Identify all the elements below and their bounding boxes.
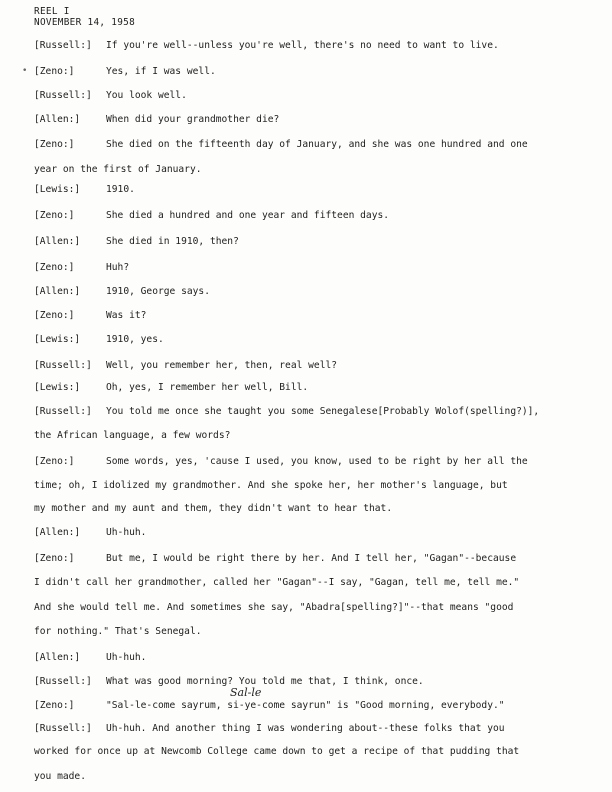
utterance-text: 1910, George says. bbox=[106, 286, 210, 297]
speaker-label: [Zeno:] bbox=[34, 456, 75, 467]
speaker-label: [Allen:] bbox=[34, 236, 81, 247]
speaker-label: [Russell:] bbox=[34, 360, 92, 371]
speaker-label: [Allen:] bbox=[34, 114, 81, 125]
speaker-label: [Russell:] bbox=[34, 90, 92, 101]
utterance-text: "Sal-le-come sayrum, si-ye-come sayrun" is "Good morning, everybody." bbox=[106, 700, 505, 711]
utterance-text: She died in 1910, then? bbox=[106, 236, 239, 247]
margin-mark: • bbox=[22, 66, 28, 76]
speaker-label: [Lewis:] bbox=[34, 334, 81, 345]
utterance-text: Yes, if I was well. bbox=[106, 66, 216, 77]
utterance-text: Uh-huh. bbox=[106, 652, 147, 663]
speaker-label: [Russell:] bbox=[34, 676, 92, 687]
continuation-text: I didn't call her grandmother, called her "Gagan"--I say, "Gagan, tell me, tell me." bbox=[34, 577, 520, 588]
utterance-text: You look well. bbox=[106, 90, 187, 101]
utterance-text: Well, you remember her, then, real well? bbox=[106, 360, 338, 371]
utterance-text: She died on the fifteenth day of January, and she was one hundred and one bbox=[106, 139, 528, 150]
speaker-label: [Zeno:] bbox=[34, 210, 75, 221]
utterance-text: If you're well--unless you're well, there's no need to want to live. bbox=[106, 40, 499, 51]
utterance-text: But me, I would be right there by her. And I tell her, "Gagan"--because bbox=[106, 553, 517, 564]
speaker-label: [Russell:] bbox=[34, 406, 92, 417]
continuation-text: you made. bbox=[34, 771, 86, 782]
speaker-label: [Zeno:] bbox=[34, 262, 75, 273]
utterance-text: You told me once she taught you some Senegalese[Probably Wolof(spelling?)], bbox=[106, 406, 540, 417]
utterance-text: Huh? bbox=[106, 262, 130, 273]
continuation-text: for nothing." That's Senegal. bbox=[34, 626, 202, 637]
speaker-label: [Lewis:] bbox=[34, 382, 81, 393]
utterance-text: What was good morning? You told me that, I think, once. bbox=[106, 676, 424, 687]
speaker-label: [Lewis:] bbox=[34, 184, 81, 195]
continuation-text: time; oh, I idolized my grandmother. And she spoke her, her mother's language, but bbox=[34, 480, 508, 491]
utterance-text: Some words, yes, 'cause I used, you know, used to be right by her all the bbox=[106, 456, 528, 467]
speaker-label: [Zeno:] bbox=[34, 700, 75, 711]
handwritten-annotation: Sal-le bbox=[230, 686, 262, 699]
speaker-label: [Zeno:] bbox=[34, 139, 75, 150]
utterance-text: Uh-huh. bbox=[106, 527, 147, 538]
speaker-label: [Russell:] bbox=[34, 723, 92, 734]
continuation-text: my mother and my aunt and them, they didn't want to hear that. bbox=[34, 503, 393, 514]
speaker-label: [Allen:] bbox=[34, 652, 81, 663]
utterance-text: She died a hundred and one year and fifteen days. bbox=[106, 210, 390, 221]
speaker-label: [Zeno:] bbox=[34, 310, 75, 321]
continuation-text: worked for once up at Newcomb College came down to get a recipe of that pudding that bbox=[34, 746, 520, 757]
speaker-label: [Russell:] bbox=[34, 40, 92, 51]
utterance-text: 1910. bbox=[106, 184, 135, 195]
continuation-text: And she would tell me. And sometimes she say, "Abadra[spelling?]"--that means "good bbox=[34, 602, 514, 613]
speaker-label: [Allen:] bbox=[34, 286, 81, 297]
utterance-text: 1910, yes. bbox=[106, 334, 164, 345]
continuation-text: year on the first of January. bbox=[34, 164, 202, 175]
speaker-label: [Allen:] bbox=[34, 527, 81, 538]
date-label: NOVEMBER 14, 1958 bbox=[34, 17, 136, 28]
utterance-text: Uh-huh. And another thing I was wondering about--these folks that you bbox=[106, 723, 505, 734]
reel-label: REEL I bbox=[34, 6, 70, 17]
continuation-text: the African language, a few words? bbox=[34, 430, 231, 441]
utterance-text: Oh, yes, I remember her well, Bill. bbox=[106, 382, 309, 393]
speaker-label: [Zeno:] bbox=[34, 66, 75, 77]
utterance-text: Was it? bbox=[106, 310, 147, 321]
utterance-text: When did your grandmother die? bbox=[106, 114, 280, 125]
speaker-label: [Zeno:] bbox=[34, 553, 75, 564]
